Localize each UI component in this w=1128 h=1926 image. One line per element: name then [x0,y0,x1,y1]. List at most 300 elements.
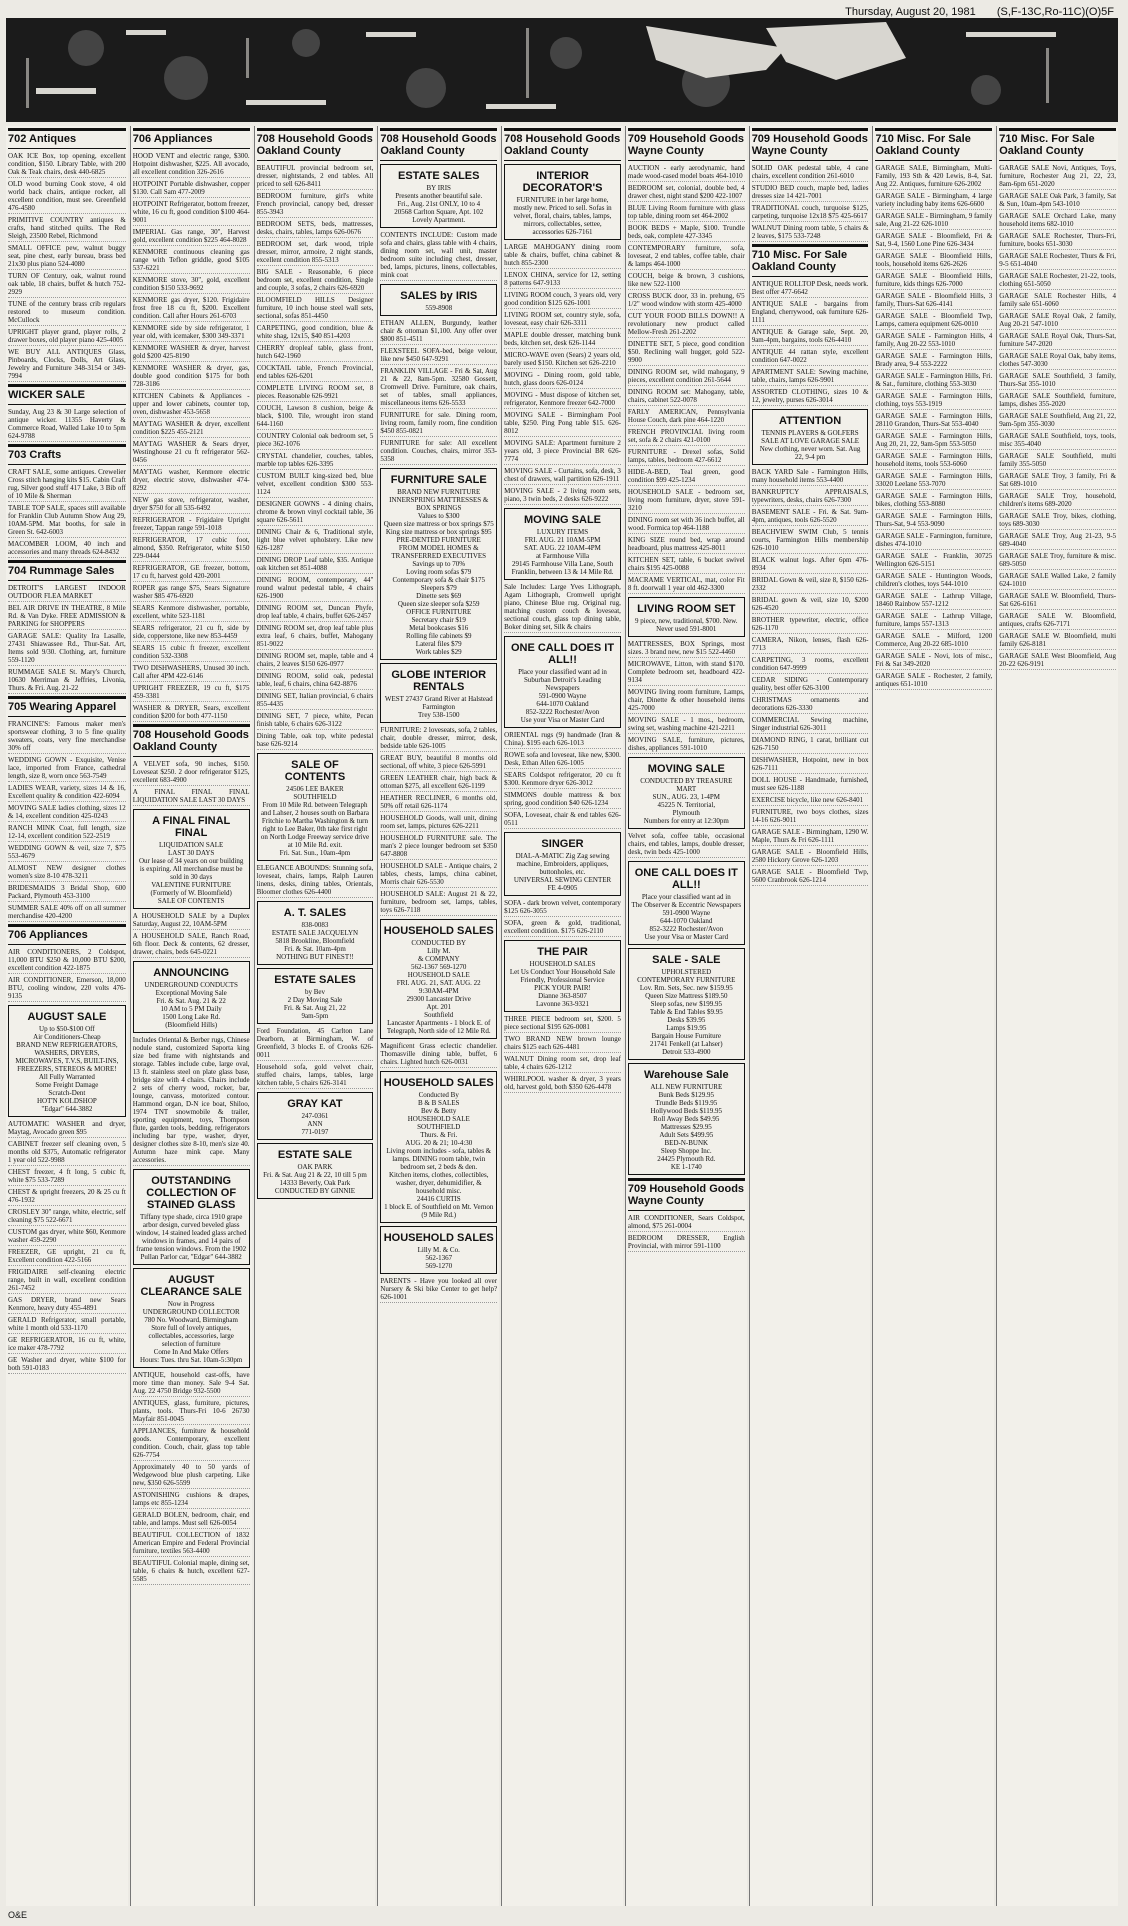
classified-ad: ANTIQUE ROLLTOP Desk, needs work. Best offer 477-6642 [751,280,869,296]
display-ad-line: Contemporary sofa & chair $175 [392,576,485,584]
classified-ad: DINING room set with 36 inch buffet, all wood. Formica top 464-1188 [627,516,745,532]
classified-ad: GARAGE SALE Southfield, multi family 355-5050 [999,452,1117,468]
classified-ad: MAYTAG WASHER & Sears dryer, Westinghouse 21 cu ft refrigerator 562-0456 [132,440,250,464]
display-ad-line: Store full of lovely antiques, collectables, accessories, large selection of furniture [148,1324,234,1348]
classified-ad: ANTIQUE, household cast-offs, have more time than money. Sale 9-4 Sat. Aug. 22 4750 Bridge 932-5500 [132,1371,250,1395]
display-ad-line: Desks $39.95 [667,1016,706,1024]
classified-ad: ROPER gas range $75, Sears Signature washer $85 476-6920 [132,584,250,600]
classified-ad: Sunday, Aug 23 & 30 Large selection of antique wicker. 11355 Haverty & Commerce Road, Walled Lake 10 to 5pm 624-9788 [8,408,126,440]
classified-ad: BEAUTIFUL Colonial maple, dining set, table, 6 chairs & hutch, excellent 627-5585 [132,1559,250,1583]
display-ad-line: Queen Size Mattress $189.50 [645,992,728,1000]
display-ad-line: BED-N-BUNK [664,1139,709,1147]
section-heading: 708 Household Goods Oakland County [380,128,497,161]
display-ad-line: 562-1367 [425,1254,453,1262]
display-ad-line: Numbers for entry at 12:30pm [643,817,729,825]
classified-ad: HOUSEHOLD SALE - Antique chairs, 2 tables, chests, lamps, china cabinet, Morris chair 626-5530 [380,862,498,886]
display-ad-line: HOUSEHOLD SALE [407,1115,470,1123]
section-heading: 708 Household Goods Oakland County [257,128,374,161]
display-ad-line: FROM MODEL HOMES & TRANSFERRED EXECUTIVES [391,544,487,560]
display-ad-line: Detroit 533-4900 [662,1048,711,1056]
classified-ad: GARAGE SALE - Bloomfield Hills, tools, household items 626-2626 [875,252,993,268]
display-ad-line: Newspapers [545,684,580,692]
display-ad-line: 644-1070 Oakland [660,917,713,925]
display-ad-line: 29145 Farmhouse Villa Lane, South Franklin, between 13 & 14 Mile Rd. [511,560,614,576]
classified-ad: TRADITIONAL couch, turquoise $125, carpeting, turquoise 12x18 $75 425-6617 [751,204,869,220]
classified-ad: A HOUSEHOLD SALE by a Duplex Saturday, August 22, 10AM-5PM [132,912,250,928]
classified-ad: GARAGE SALE W. Bloomfield, antiques, crafts 626-7171 [999,612,1117,628]
classified-ad: Velvet sofa, coffee table, occasional chairs, end tables, lamps, double dresser, desk, twin beds 425-1000 [627,832,745,856]
display-ad-line: 559-8908 [425,304,453,312]
classified-ad: COMMERCIAL Sewing machine, Singer industrial 626-3011 [751,716,869,732]
classified-ad: UPRIGHT player grand, player rolls, 2 drawer boxes, old player piano 425-4005 [8,328,126,344]
classified-ad: MOVING SALE: Apartment furniture 2 years old, 3 piece Provincial BR 626-7774 [504,439,621,463]
classified-ad: ORIENTAL rugs (9) handmade (Iran & China). $195 each 626-1013 [504,731,621,747]
classified-ad: BEDROOM furniture, girl's white French provincial, canopy bed, dresser 855-3943 [256,192,374,216]
classified-ad: CHEST & upright freezers, 20 & 25 cu ft 476-1932 [8,1188,126,1204]
classified-ad: GARAGE SALE - Huntington Woods, children's clothes, toys 544-1010 [875,572,993,588]
classified-ad: GARAGE SALE - Farmington Hills, Thurs-Sat, 9-4 553-9090 [875,512,993,528]
classified-ad: BRIDAL Gown & veil, size 8, $150 626-2332 [751,576,869,592]
display-ad-box [504,940,621,1012]
classified-ad: COUCH, Lawson 8 cushion, beige & black, $100. Tile, wrought iron stand 644-1160 [256,404,374,428]
classified-ad: GARAGE SALE - Farmington Hills, clothing, toys 553-1919 [875,392,993,408]
classified-ad: ANTIQUE & Garage sale, Sept. 20, 9am-4pm, bargains, tools 626-4410 [751,328,869,344]
classified-ad: Sale Includes: Large Yves Lithograph, Agam Lithograph, Cromwell upright piano, Chinese Blue rug. Original rug, matching custom couch & loveseat, sectional couch, glass top dining table, Boker dining set, Silk & chairs [504,583,621,631]
classified-ad: CRAFT SALE, some antiques. Crewelier Cross stitch hanging kits $15. Cabin Craft rug, Silver good stuff 417 Lake, 3 Bib off of 10 Mile & Sherman [8,468,126,500]
classified-ad: MACRAME VERTICAL, mat, color Fit 8 ft. doorwall 1 year old 462-3300 [627,576,745,592]
display-ad-line: All Fully Warranted [38,1073,95,1081]
classified-column [749,126,871,1906]
display-ad-headline: MOVING SALE [524,514,602,526]
classified-ad: AUCTION - early aerodynamic, hand made wood-cased model boats 464-1010 [627,164,745,180]
classified-column [625,126,747,1906]
classified-ad: HOUSEHOLD Goods, wall unit, dining room set, lamps, pictures 626-2211 [380,814,498,830]
display-ad-headline: THE PAIR [537,946,588,958]
classified-ad: FRIGIDAIRE self-cleaning electric range, built in wall, excellent condition 261-7452 [8,1268,126,1292]
classified-ad: MOVING - Must dispose of kitchen set, refrigerator, Kenmore freezer 642-7000 [504,391,621,407]
display-ad-line: Table & End Tables $9.95 [649,1008,723,1016]
classified-ad: HEATHER RECLINER, 6 months old, 50% off retail 626-1174 [380,794,498,810]
display-ad-headline: SALE - SALE [652,954,721,966]
classified-ad: GARAGE SALE - Farmington Hills, 33020 Leelane 553-7070 [875,472,993,488]
classified-ad: GARAGE SALE - Farmington Hills, Brady area, 9-4 553-2222 [875,352,993,368]
classified-ad: Dining Table, oak top, white pedestal base 626-9214 [256,732,374,748]
classified-ad: GREAT BUY, beautiful 8 months old sectional, off white, 3 piece 626-5991 [380,754,498,770]
classified-ad: GARAGE SALE - Farmington Hills, bikes, clothing 553-8080 [875,492,993,508]
classified-ad: DIAMOND RING, 1 carat, brilliant cut 626-7150 [751,736,869,752]
display-ad-line: (Formerly of W. Bloomfield) [150,889,232,897]
display-ad-line: Now in Progress [167,1300,215,1308]
display-ad-line: Fri., Aug. 21st ONLY, 10 to 4 [397,200,481,208]
classified-ad: SEARS 15 cubic ft freezer, excellent condition 532-3308 [132,644,250,660]
classified-ad: BEAUTIFUL provincial bedroom set, dresser, nightstands, 2 end tables. All priced to sell 626-8411 [256,164,374,188]
display-ad-line: 29300 Lancaster Drive [406,995,471,1003]
classified-ad: SOLID OAK pedestal table, 4 cane chairs, excellent condition 261-6010 [751,164,869,180]
display-ad-line: 24425 Plymouth Rd. [657,1155,716,1163]
display-ad-line: Queen size sleeper sofa $259 [397,600,480,608]
display-ad-line: B & B SALES [418,1099,460,1107]
display-ad-line: Kitchen items, clothes, collectibles, washer, dryer, dehumidifier, & household misc. [388,1171,489,1195]
classified-column [872,126,994,1906]
classified-ad: CHERRY dropleaf table, glass front, hutch 642-1960 [256,344,374,360]
display-ad-line: UNDERGROUND CONDUCTS [144,981,238,989]
classified-ad: HOUSEHOLD SALE - bedroom set, living room furniture, dryer, stove 591-3210 [627,488,745,512]
display-ad-headline: ATTENTION [779,415,842,427]
classified-ad: GARAGE SALE Novi, Antiques, Toys, furniture, Rochester Aug 21, 22, 23, 8am-6pm 651-2020 [999,164,1117,188]
display-ad-line: Bev & Betty [421,1107,457,1115]
display-ad-headline: GLOBE INTERIOR RENTALS [391,669,487,693]
classified-ad: SIMMONS double mattress & box spring, good condition $40 626-1234 [504,791,621,807]
classified-ad: COUCH, beige & brown, 3 cushions, like new 522-1100 [627,272,745,288]
classified-ad: KITCHEN Cabinets & Appliances - upper and lower cabinets, counter top, oven, dishwasher 453-5658 [132,392,250,416]
classified-ad: KENMORE stove, 30", gold, excellent condition $150 533-9692 [132,276,250,292]
classified-ad: FRANKLIN VILLAGE - Fri & Sat, Aug 21 & 22, 8am-5pm. 32580 Gossett, Cromwell Drive. Furniture, oak chairs, set of tables, small appliances, miscellaneous items 626-5533 [380,367,498,407]
classified-column [6,126,128,1906]
classified-ad: ANTIQUES, glass, furniture, pictures, plants, tools. Thurs-Fri 10-6 26730 Mayfair 851-0045 [132,1399,250,1423]
classified-ad: TWO DISHWASHERS, Unused 30 inch. Call after 4PM 422-6146 [132,664,250,680]
classified-ad: GARAGE SALE - Farmington Hills, Aug 20, 21, 22, 9am-5pm 553-5050 [875,432,993,448]
section-heading: 706 Appliances [133,128,250,149]
display-ad-line: 2 Day Moving Sale [287,996,343,1004]
classified-ad: MOVING SALE - Birmingham Pool table, $250. Ping Pong table $15. 626-8012 [504,411,621,435]
classified-ad: BEDROOM set, dark wood, triple dresser, mirror, armoire, 2 night stands, excellent condition 855-5313 [256,240,374,264]
classified-ad: BROTHER typewriter, electric, office 626-1170 [751,616,869,632]
classified-ad: BLUE Living Room furniture with glass top table, dining room set 464-2002 [627,204,745,220]
page-dateline [827,6,1114,18]
classified-ad: CUSTOM gas dryer, white $60, Kenmore washer 459-2290 [8,1228,126,1244]
classified-ad: GARAGE SALE - Lathrup Village, furniture, lamps 557-1313 [875,612,993,628]
classified-ad: TURN OF Century, oak, walnut round oak table, 18 chairs, buffet & hutch 752-2929 [8,272,126,296]
display-ad-box [504,164,621,240]
classified-ad: UPRIGHT FREEZER, 19 cu ft, $175 459-3381 [132,684,250,700]
display-ad-headline: OUTSTANDING COLLECTION OF STAINED GLASS [146,1175,237,1211]
classified-ad: GARAGE SALE - Bloomfield Twp, 5600 Cranbrook 626-1214 [751,868,869,884]
display-ad-line: The Observer & Eccentric Newspapers [631,901,742,909]
classified-ad: SOFA - dark brown velvet, contemporary $125 626-3055 [504,899,621,915]
display-ad-line: Plymouth [672,809,700,817]
issue-date: Thursday, August 20, 1981 [845,6,976,18]
display-ad-headline: ESTATE SALES [397,170,480,182]
classified-ad: DINING ROOM set, maple, table and 4 chairs, 2 leaves $150 626-0977 [256,652,374,668]
classified-ad: ASTONISHING cushions & drapes, lamps etc 855-1234 [132,1491,250,1507]
classified-ad: WEDDING GOWN - Exquisite, Venise lace, imported from France, cathedral length, size 8, worn once 563-7549 [8,756,126,780]
classified-ad: GARAGE SALE - Milford, 1200 Commerce, Aug 20-22 685-1010 [875,632,993,648]
classified-ad: SOFA, green & gold, traditional, excellent condition. $175 626-2110 [504,919,621,935]
classified-ad: FLEXSTEEL SOFA-bed, beige velour, like new $450 647-9291 [380,347,498,363]
classified-ad: GE Washer and dryer, white $100 for both 591-0183 [8,1356,126,1372]
display-ad-line: Southfield [424,1011,454,1019]
display-ad-line: Lilly M. [427,947,451,955]
display-ad-line: SAT. AUG. 22 10AM-4PM [524,544,601,552]
display-ad-headline: LIVING ROOM SET [637,603,736,615]
classified-ad: SOFA, Loveseat, chair & end tables 626-0511 [504,811,621,827]
classified-ad: GARAGE SALE - Bloomfield Hills, furniture, kids things 626-7000 [875,272,993,288]
classified-ad: GARAGE SALE - Farmington Hills, 28110 Grandon, Thurs-Sat 553-4040 [875,412,993,428]
classified-ad: GARAGE SALE - Novi, lots of misc., Fri & Sat 349-2020 [875,652,993,668]
classified-ad: FURNITURE - Drexel sofas, Solid lamps, tables, bedroom 427-6612 [627,448,745,464]
display-ad-line: OAK PARK [297,1163,333,1171]
display-ad-box [504,832,621,896]
classified-ad: GARAGE SALE - Birmingham, 4 large variety including baby items 626-6600 [875,192,993,208]
section-heading: WICKER SALE [8,384,126,405]
display-ad-line: "Edgar" 644-3882 [41,1105,93,1113]
section-heading: 710 Misc. For Sale Oakland County [875,128,992,161]
classified-ad: MATTRESSES, BOX Springs, most sizes. 3 brand new, new $15 522-4460 [627,640,745,656]
classified-columns [6,126,1118,1906]
classified-ad: GARAGE SALE - Bloomfield Hills, 2580 Hickory Grove 626-1203 [751,848,869,864]
classified-ad: GARAGE SALE - Farmington Hills, Fri. & Sat., furniture, clothing 553-3030 [875,372,993,388]
classified-ad: GARAGE SALE - Birmingham, 9 family sale, Aug 21-22 626-1010 [875,212,993,228]
classified-ad: FREEZER, GE upright, 21 cu ft, Excellent condition 422-5166 [8,1248,126,1264]
classified-ad: DESIGNER GOWNS - 4 dining chairs, chrome & brown vinyl cocktail table, 36 square 626-5611 [256,500,374,524]
classified-ad: COMPLETE LIVING ROOM set, 8 pieces. Reasonable 626-9921 [256,384,374,400]
classified-ad: MAYTAG WASHER & dryer, excellent condition $225 455-2121 [132,420,250,436]
classified-ad: GAS DRYER, brand new Sears Kenmore, heavy duty 455-4891 [8,1296,126,1312]
classified-ad: COCKTAIL table, French Provincial, end tables 626-6201 [256,364,374,380]
classified-ad: SEARS refrigerator, 21 cu ft, side by side, copperstone, like new 853-4459 [132,624,250,640]
display-ad-line: INNERSPRING MATTRESSES & BOX SPRINGS [389,496,489,512]
classified-ad: GARAGE SALE Oak Park, 3 family, Sat & Sun, 10am-4pm 543-1010 [999,192,1117,208]
display-ad-line: 24506 LEE BAKER [286,785,344,793]
classified-ad: GARAGE SALE Southfield, 3 family, Thurs-Sat 355-1010 [999,372,1117,388]
classified-ad: A HOUSEHOLD SALE, Ranch Road, 6th floor. Deck & contents, 62 dresser, drawer, chairs, beds 645-0221 [132,932,250,956]
classified-ad: MAPLE double dresser, matching bunk beds, kitchen set, desk 626-1144 [504,331,621,347]
display-ad-line: UNDERGROUND COLLECTOR [142,1308,240,1316]
display-ad-line: Rolling file cabinets $9 [405,632,472,640]
display-ad-line: Mattresses $29.95 [660,1123,712,1131]
display-ad-line: Roll Away Beds $49.95 [653,1115,720,1123]
classified-ad: AUTOMATIC WASHER and dryer, Maytag, Avocado green $95 [8,1120,126,1136]
classified-ad: A FINAL FINAL FINAL LIQUIDATION SALE LAST 30 DAYS [132,788,250,804]
display-ad-line: UPHOLSTERED [661,968,712,976]
page-footer-code: O&E [8,1910,28,1920]
display-ad-line: Bargain House Furniture [651,1032,722,1040]
classified-ad: OLD wood burning Cook stove, 4 old world back chairs, antique rocker, all excellent condition, must see. Greenfield 476-4580 [8,180,126,212]
classified-ad: BEDROOM SETS, beds, mattresses, desks, chairs, tables, lamps 626-0676 [256,220,374,236]
classified-ad: LIVING ROOM set, country style, sofa, loveseat, easy chair 626-3311 [504,311,621,327]
classified-ad: DINING DROP Leaf table, $35. Antique oak kitchen set 851-4088 [256,556,374,572]
classified-ad: CARPETING, good condition, blue & white shag, 12x15, $40 851-4203 [256,324,374,340]
classified-ad: HOTPOINT Refrigerator, bottom freezer, white, 16 cu ft, good condition $100 464-9001 [132,200,250,224]
classified-ad: FURNITURE, two boys clothes, sizes 14-16 626-9011 [751,808,869,824]
classified-ad: CARPETING, 3 rooms, excellent condition 647-9999 [751,656,869,672]
classified-ad: COUNTRY Colonial oak bedroom set, 5 piece 362-1076 [256,432,374,448]
classified-ad: MICROWAVE, Litton, with stand $170. Complete bedroom set, headboard 422-9134 [627,660,745,684]
classified-ad: THREE PIECE bedroom set, $200. 5 piece sectional $195 626-0081 [504,1015,621,1031]
display-ad-box [380,1071,497,1223]
display-ad-box [133,1268,250,1368]
display-ad-line: Fri. & Sat. 10am-4pm [284,945,346,953]
classified-ad: HOUSEHOLD FURNITURE sale. The man's 2 piece lounger bedroom set $350 647-8808 [380,834,498,858]
display-ad-line: 1 block E. of Southfield on Mt. Vernon (9 Mile Rd.) [384,1203,494,1219]
display-ad-line: NOTHING BUT FINEST!! [276,953,354,961]
classified-ad: APARTMENT SALE: Sewing machine, table, chairs, lamps 626-9901 [751,368,869,384]
display-ad-line: Adult Sets $499.95 [659,1131,714,1139]
display-ad-headline: INTERIOR DECORATOR'S [522,170,603,194]
classified-ad: KITCHEN SET, table, 6 bucket swivel chairs $195 425-0088 [627,556,745,572]
classified-ad: GERALD BOLEN, bedroom, chair, end table, and lamps. Must sell 626-0054 [132,1511,250,1527]
classified-ad: DINING ROOM set, wild mahogany, 9 pieces, excellent condition 261-5644 [627,368,745,384]
display-ad-line: BRAND NEW FURNITURE [397,488,481,496]
classified-ad: GARAGE SALE Troy, furniture & misc. 689-5050 [999,552,1117,568]
classified-ad: BEAUTIFUL COLLECTION of 1832 American Empire and Federal Provincial furniture, textiles 563-4400 [132,1531,250,1555]
classified-ad: Ford Foundation, 45 Carlton Lane Dearborn, at Birmingham, W. of Greenfield, 3 blocks E. of Crooks 626-0011 [256,1027,374,1059]
classified-ad: DINETTE SET, 5 piece, good condition $50. Reclining wall hugger, gold 522-9900 [627,340,745,364]
classified-column [996,126,1118,1906]
classified-ad: FURNITURE for sale: All excellent condition. Couches, chairs, mirror 353-5358 [380,439,498,463]
classified-ad: DINING ROOM set, drop leaf table plus extra leaf, 6 chairs, buffet, Mahogany 851-9022 [256,624,374,648]
classified-ad: HIDE-A-BED, Teal green, good condition $99 425-1234 [627,468,745,484]
display-ad-box [504,636,621,728]
classified-ad: GARAGE SALE Rochester, Thurs & Fri, 9-5 651-4040 [999,252,1117,268]
display-ad-box [380,663,497,723]
classified-ad: GARAGE SALE Troy, household, children's items 689-2020 [999,492,1117,508]
classified-column [254,126,376,1906]
display-ad-line: Conducted By [418,1091,459,1099]
display-ad-line: Thurs. & Fri. [420,1131,458,1139]
classified-ad: OAK ICE Box, top opening, excellent condition, $150. Library Table, with 200 Oak & Teak chairs, desk 440-6825 [8,152,126,176]
classified-ad: IMPERIAL Gas range, 30", Harvest gold, excellent condition $225 464-8028 [132,228,250,244]
display-ad-line: 780 No. Woodward, Birmingham [144,1316,238,1324]
section-heading: 709 Household Goods Wayne County [628,1178,745,1211]
display-ad-line: 14333 Beverly, Oak Park [279,1179,351,1187]
classified-ad: LENOX CHINA, service for 12, setting 8 patterns 647-9133 [504,271,621,287]
display-ad-line: CONTEMPORARY FURNITURE [637,976,736,984]
display-ad-line: Some Freight Damage [35,1081,99,1089]
classified-ad: CROSS BUCK door, 33 in. prehung, 6'5 1/2" wood window with storm 425-4000 [627,292,745,308]
classified-ad: DINING ROOM set, Duncan Phyfe, drop leaf table, 4 chairs, buffet 626-2457 [256,604,374,620]
display-ad-line: Up to $50-$100 Off [39,1025,95,1033]
display-ad-line: Lavonne 363-9321 [535,1000,590,1008]
classified-ad: GARAGE SALE Royal Oak, Thurs-Sat, furniture 547-2020 [999,332,1117,348]
classified-ad: WEDDING GOWN & veil, size 7, $75 553-4679 [8,844,126,860]
display-ad-line: HOUSEHOLD SALE [407,971,470,979]
classified-ad: MICRO-WAVE oven (Sears) 2 years old, barely used $150. Kitchen set 626-2210 [504,351,621,367]
display-ad-line: Place your classified want ad in [641,893,731,901]
section-heading: 710 Misc. For Sale Oakland County [999,128,1116,161]
display-ad-line: 852-3222 Rochester/Avon [525,708,600,716]
display-ad-line: Lilly M. & Co. [417,1246,460,1254]
display-ad-headline: SINGER [541,838,584,850]
classified-ad: BEDROOM set, colonial, double bed, 4 drawer chest, night stand $200 422-1007 [627,184,745,200]
classified-ad: CRYSTAL chandelier, couches, tables, marble top tables 626-3395 [256,452,374,468]
classified-ad: CONTENTS INCLUDE: Custom made sofa and chairs, glass table with 4 chairs, dining room set, wall unit, master bedroom suite including chest, dresser, bed, lamps, pictures, linens, collectables, mink coat [380,231,498,279]
display-ad-line: 838-0083 [301,921,329,929]
classified-ad: DINING Chair & 6, Traditional style, light blue velvet upholstery. Like new 626-1287 [256,528,374,552]
display-ad-line: Lateral files $79 [415,640,462,648]
display-ad-line: 247-0361 [301,1112,329,1120]
classified-ad: GARAGE SALE - Farmington, furniture, dishes 474-1010 [875,532,993,548]
classified-ad: KENMORE gas dryer, $120. Frigidaire frost free 18 cu ft, $200. Excellent condition. Call after Hours 261-6703 [132,296,250,320]
display-ad-box [504,508,621,580]
classified-ad: CONTEMPORARY furniture, sofa, loveseat, 2 end tables, coffee table, chair & lamps 464-1000 [627,244,745,268]
classified-ad: GE REFRIGERATOR, 16 cu ft, white, ice maker 478-7792 [8,1336,126,1352]
classified-ad: MAYTAG washer, Kenmore electric dryer, electric stove, dishwasher 474-8292 [132,468,250,492]
display-ad-line: & COMPANY [417,955,460,963]
display-ad-line: CONDUCTED BY GINNIE [274,1187,356,1195]
display-ad-headline: A FINAL FINAL FINAL [152,815,231,839]
display-ad-line: FRI. AUG. 21, SAT. AUG. 22 [396,979,481,987]
classified-ad: REFRIGERATOR, 17 cubic foot, almond, $350. Refrigerator, white $150 229-0444 [132,536,250,560]
display-ad-line: Let Us Conduct Your Household Sale [509,968,616,976]
display-ad-line: Lancaster Apartments - 1 block E. of Telegraph, North side of 12 Mile Rd. [386,1019,491,1035]
classified-ad: GARAGE SALE Rochester Hills, 4 family sale 651-6060 [999,292,1117,308]
display-ad-line: Dianne 363-8507 [538,992,587,1000]
classified-ad: REFRIGERATOR - Frigidaire Upright freezer, Tappan range 591-1018 [132,516,250,532]
display-ad-line: 771-0197 [301,1128,329,1136]
classified-ad: CUT YOUR FOOD BILLS DOWN!! A revolutionary new product called Mellow-Fresh 261-2202 [627,312,745,336]
classified-ad: DOLL HOUSE - Handmade, furnished, must see 626-1188 [751,776,869,792]
classified-ad: GARAGE SALE Royal Oak, 2 family, Aug 20-21 547-1010 [999,312,1117,328]
classified-ad: LIVING ROOM couch, 3 years old, very good condition $125 626-1001 [504,291,621,307]
classified-ad: RANCH MINK Coat, full length, size 12-14, excellent condition 522-2519 [8,824,126,840]
classified-ad: GARAGE SALE Walled Lake, 2 family 624-1010 [999,572,1117,588]
classified-ad: GARAGE SALE - Birmingham, 1290 W. Maple, Thurs & Fri 626-1111 [751,828,869,844]
classified-ad: ROWE sofa and loveseat, like new, $300. Desk, Ethan Allen 626-1005 [504,751,621,767]
classified-ad: BACK YARD Sale - Farmington Hills, many household items 553-4400 [751,468,869,484]
classified-ad: HOUSEHOLD SALE: August 21 & 22, furniture, bedroom set, lamps, tables, toys 626-7118 [380,890,498,914]
display-ad-line: Sleep sofas, new $199.95 [650,1000,722,1008]
display-ad-line: ALL NEW FURNITURE [650,1083,723,1091]
display-ad-headline: SALE OF CONTENTS [284,759,346,783]
display-ad-line: AUG. 20 & 21; 10-4:30 [405,1139,473,1147]
display-ad-box [628,948,745,1060]
display-ad-headline: HOUSEHOLD SALES [383,1077,494,1089]
display-ad-headline: ONE CALL DOES IT ALL!! [510,642,615,666]
display-ad-line: PRE-DENTED FURNITURE [396,536,481,544]
classified-ad: GARAGE SALE Troy, Aug 21-23, 9-5 689-4040 [999,532,1117,548]
display-ad-line: Come In And Make Offers [153,1348,229,1356]
display-ad-line: OFFICE FURNITURE [406,608,472,616]
section-heading: 708 Household Goods Oakland County [133,724,250,757]
classified-ad: DISHWASHER, Hotpoint, new in box 626-7111 [751,756,869,772]
display-ad-line: Loving room sofas $79 [406,568,472,576]
header-banner-illustration [6,18,1118,122]
classified-ad: GARAGE SALE Southfield, toys, tools, misc 355-4040 [999,432,1117,448]
classified-ad: GERALD Refrigerator, small portable, white 1 month old 533-1170 [8,1316,126,1332]
classified-ad: Includes Oriental & Berber rugs, Chinese nodule stand, customized Saporta king size bed frame with nightstands and storage. Tables include cube, large oval, 13 ft. stainless steel on plate glass base, bridge size with 4 chairs. Chairs include 2 sets of cherry wood, rocker, bar, lounge, canvass, motorized contour. Hammond organ, D-N ice boat, Shiloo, 1974 TNT snowmobile & trailer, sporting equipment, toys, Thompson flute, garden tools, bedding, refrigerators including bar type, washer, dryer, designer clothes size 8-10, men's size 40. Autumn haze mink cape. Many accessories. [132,1036,250,1164]
display-ad-line: SOUTHFIELD [293,793,337,801]
classified-column [501,126,623,1906]
display-ad-line: 9 piece, new, traditional, $700. New. Never used 591-8001 [635,617,738,633]
classified-ad: CAMERA, Nikon, lenses, flash 626-7713 [751,636,869,652]
display-ad-box [257,753,374,861]
display-ad-line: Exceptional Moving Sale [155,989,227,997]
display-ad-line: CONDUCTED BY TREASURE MART [640,777,733,793]
classified-ad: CROSLEY 30" range, white, electric, self cleaning $75 522-6671 [8,1208,126,1224]
classified-ad: SMALL OFFICE pew, walnut buggy seat, pine chest, early bureau, brass bed 21x30 plus piano 524-4080 [8,244,126,268]
classified-ad: ELEGANCE ABOUNDS: Stunning sofa, loveseat, chairs, lamps, Ralph Lauren linens, desks, dining tables, Orientals, Bloomer clothes 626-4400 [256,864,374,896]
section-heading: 705 Wearing Apparel [8,696,126,717]
display-ad-headline: FURNITURE SALE [390,474,487,486]
section-heading: 706 Appliances [8,924,126,945]
classified-ad: HOTPOINT Portable dishwasher, copper $130. Call Sam 477-2009 [132,180,250,196]
classified-ad: FURNITURE: 2 loveseats, sofa, 2 tables, chair, double dresser, mirror, desk, bedside table 626-1005 [380,726,498,750]
classified-ad: TWO BRAND NEW brown lounge chairs $125 each 626-4481 [504,1035,621,1051]
classified-ad: STUDIO BED couch, maple bed, ladies dresses size 14 421-7001 [751,184,869,200]
display-ad-box [133,961,250,1033]
classified-ad: MOVING SALE - 1 mos., bedroom, swing set, washing machine 421-2211 [627,716,745,732]
classified-ad: DETROIT'S LARGEST INDOOR OUTDOOR FLEA MARKET [8,584,126,600]
display-ad-line: ESTATE SALE JACQUELYN [271,929,359,937]
section-heading: 704 Rummage Sales [8,560,126,581]
classified-ad: GARAGE SALE, Birmingham, Multi-Family, 193 Sth & 420 Lewis, 8-4, Sat. Aug 22. Antiques, furniture 626-2002 [875,164,993,188]
display-ad-line: Lamps $19.95 [666,1024,707,1032]
classified-ad: AIR CONDITIONER, Emerson, 18,000 BTU, cooling window, 220 volts 476-9135 [8,976,126,1000]
display-ad-line: Living room includes - sofa, tables & lamps. DINING room table, twin bedroom set, 2 beds & den. [386,1147,492,1171]
display-ad-line: 45225 N. Territorial, [657,801,716,809]
display-ad-headline: A. T. SALES [283,907,347,919]
